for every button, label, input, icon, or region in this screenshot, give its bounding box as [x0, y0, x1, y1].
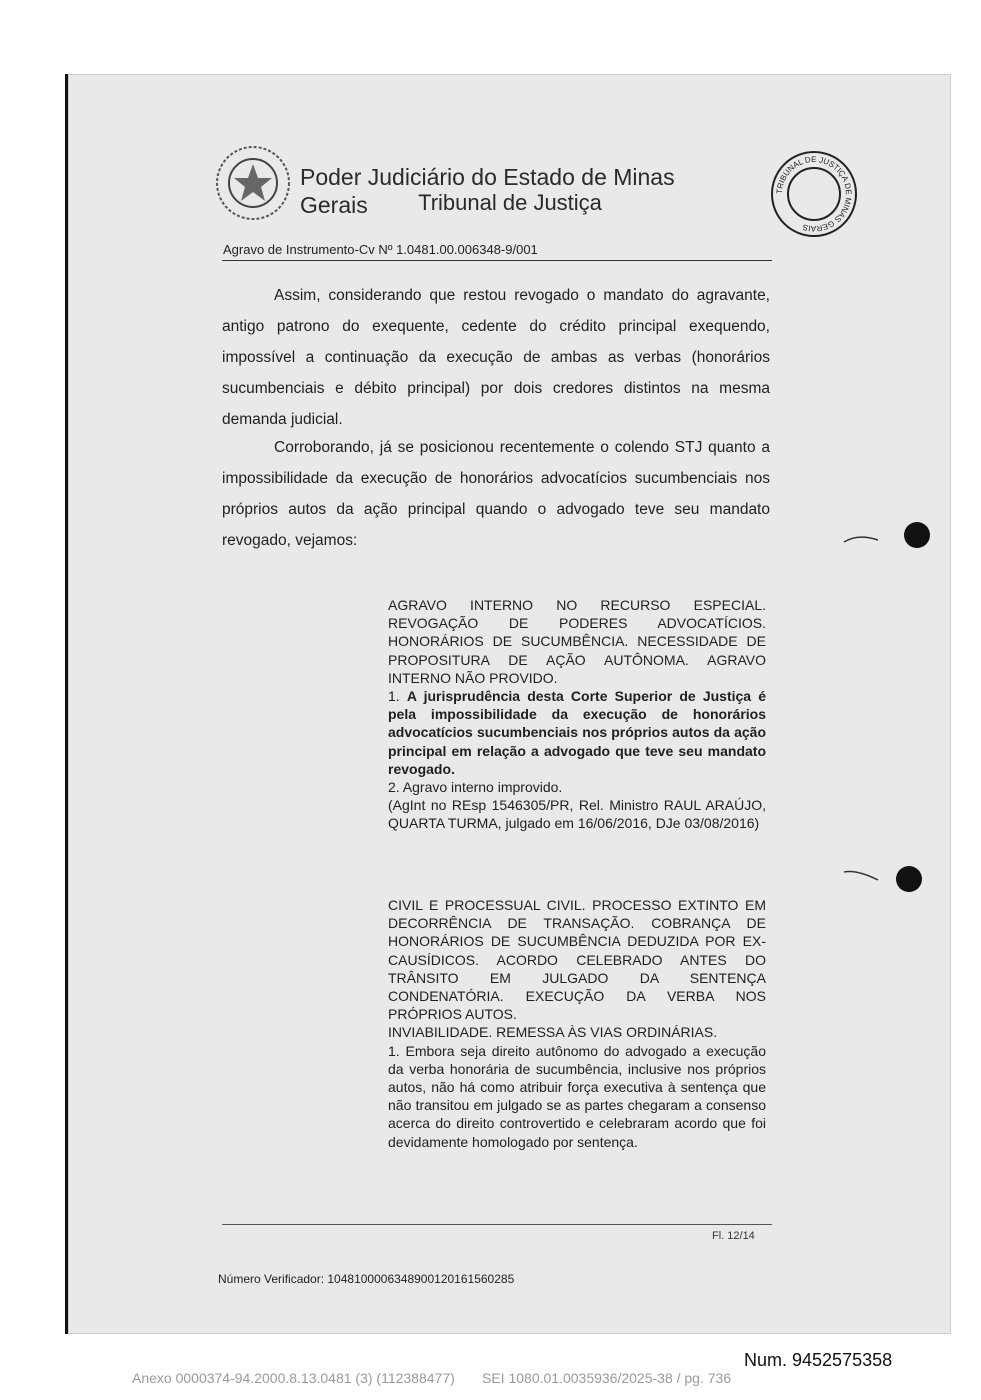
quote-1-item-2: 2. Agravo interno improvido. [388, 779, 563, 796]
quote-1-citation: (AgInt no REsp 1546305/PR, Rel. Ministro RAUL ARAÚJO, QUARTA TURMA, julgado em 16/06/2016, DJe 03/08/2016) [388, 797, 766, 832]
quote-1-item-1 [388, 687, 766, 778]
paragraph-2: Corroborando, já se posicionou recentemente o colendo STJ quanto a impossibilidade da execução de honorários advocatícios sucumbenciais nos próprios autos da ação principal quando o advogado teve seu mandato revogado, vejamos: [222, 439, 770, 549]
court-title: Tribunal de Justiça [418, 190, 602, 215]
quote-1-heading: AGRAVO INTERNO NO RECURSO ESPECIAL. REVOGAÇÃO DE PODERES ADVOCATÍCIOS. HONORÁRIOS DE SUCUMBÊNCIA. NECESSIDADE DE PROPOSITURA DE AÇÃO AUTÔNOMA. AGRAVO INTERNO NÃO PROVIDO. [388, 597, 766, 686]
quote-2-heading: CIVIL E PROCESSUAL CIVIL. PROCESSO EXTINTO EM DECORRÊNCIA DE TRANSAÇÃO. COBRANÇA DE HONORÁRIOS DE SUCUMBÊNCIA DEDUZIDA POR EX-CAUSÍDICOS. ACORDO CELEBRADO ANTES DO TRÂNSITO EM JULGADO DA SENTENÇA CONDENATÓRIA. EXECUÇÃO DA VERBA NOS PRÓPRIOS AUTOS. [388, 897, 766, 1023]
quote-1-item-1-prefix: 1. [388, 688, 400, 705]
quote-2-item-1: 1. Embora seja direito autônomo do advogado a execução da verba honorária de sucumbência, inclusive nos próprios autos, não há como atribuir força executiva à sentença que não transitou em julgado se as partes chegaram a consenso acerca do direito controvertido e celebraram acordo que foi devidamente homologado por sentença. [388, 1042, 766, 1150]
paragraph-1: Assim, considerando que restou revogado o mandato do agravante, antigo patrono do exequente, cedente do crédito principal exequendo, impossível a continuação da execução de ambas as verbas (honorários sucumbenciais e débito principal) por dois credores distintos na mesma demanda judicial. [222, 287, 770, 428]
page-fold-mark [842, 532, 882, 546]
header-rule [222, 260, 772, 261]
coat-of-arms-seal [212, 142, 294, 224]
folio-number: Fl. 12/14 [712, 1230, 755, 1242]
case-number: Agravo de Instrumento-Cv Nº 1.0481.00.006348-9/001 [223, 242, 538, 257]
document-number: Num. 9452575358 [744, 1350, 893, 1370]
quote-1 [388, 596, 766, 833]
punch-hole-top [904, 522, 930, 548]
annex-reference: Anexo 0000374-94.2000.8.13.0481 (3) (112388477) SEI 1080.01.0035936/2025-38 / pg. 736 [132, 1370, 732, 1386]
institution-title: Poder Judiciário do Estado de Minas Gerais [300, 164, 675, 218]
page-fold-mark [842, 868, 882, 882]
court-stamp [770, 150, 858, 238]
punch-hole-bottom [896, 866, 922, 892]
footer-rule [222, 1224, 772, 1225]
svg-text:TRIBUNAL DE JUSTIÇA DE MINAS G [775, 155, 853, 233]
quote-2-heading-2: INVIABILIDADE. REMESSA ÀS VIAS ORDINÁRIAS. [388, 1024, 718, 1041]
stamp-text: TRIBUNAL DE JUSTIÇA DE MINAS GERAIS [774, 154, 854, 234]
quote-2 [388, 896, 766, 1151]
quote-1-item-1-bold: A jurisprudência desta Corte Superior de Justiça é pela impossibilidade da execução de honorários advocatícios sucumbenciais nos próprios autos da ação principal em relação a advogado que teve seu mandato revogado. [388, 688, 767, 777]
verifier-number: Número Verificador: 1048100006348900120161560285 [218, 1272, 515, 1286]
